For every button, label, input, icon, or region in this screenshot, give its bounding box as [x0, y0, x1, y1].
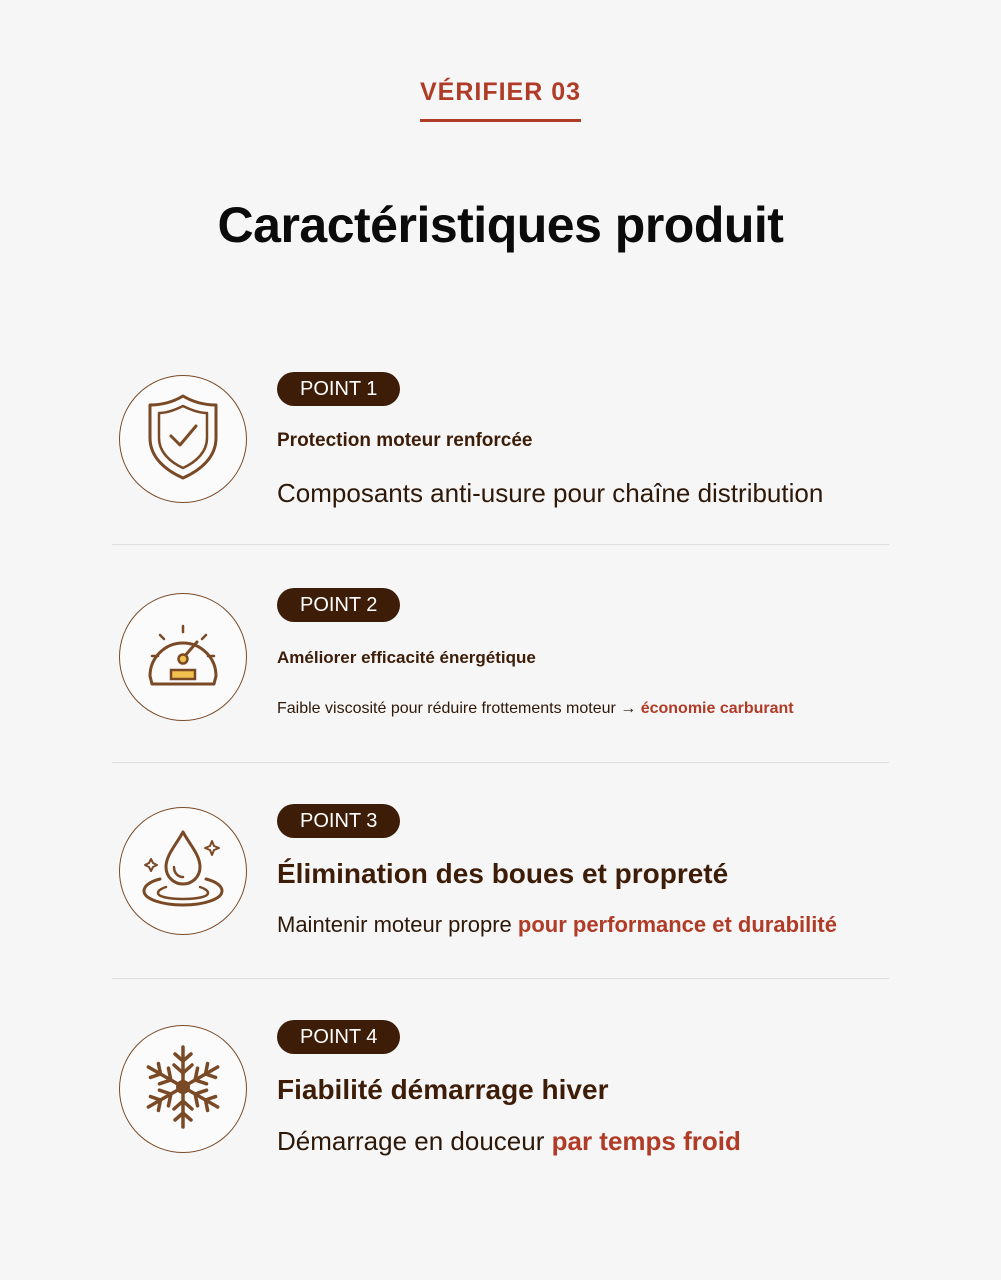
oil-drop-sparkle-icon	[140, 827, 226, 916]
description-highlight: par temps froid	[551, 1126, 741, 1156]
divider	[112, 978, 889, 979]
point-badge: POINT 1	[277, 372, 400, 406]
feature-description	[277, 700, 794, 718]
point-badge: POINT 4	[277, 1020, 400, 1054]
feature-description	[277, 912, 837, 938]
shield-check-icon	[145, 392, 221, 487]
snowflake-icon	[141, 1042, 225, 1137]
section-eyebrow	[0, 78, 1001, 122]
feature-item	[112, 588, 889, 748]
description-highlight: pour performance et durabilité	[517, 912, 837, 937]
feature-item	[112, 1020, 889, 1180]
description-text: Démarrage en douceur	[277, 1126, 552, 1156]
feature-title: Fiabilité démarrage hiver	[277, 1074, 609, 1105]
point-badge: POINT 3	[277, 804, 400, 838]
divider	[112, 762, 889, 763]
feature-description	[277, 1126, 741, 1157]
feature-title: Élimination des boues et propreté	[277, 858, 729, 889]
page-title: Caractéristiques produit	[217, 197, 784, 253]
feature-title: Améliorer efficacité énergétique	[277, 648, 536, 667]
feature-description	[277, 478, 823, 509]
description-text: Maintenir moteur propre	[277, 912, 518, 937]
icon-circle	[119, 375, 247, 503]
feature-item	[112, 372, 889, 532]
icon-circle	[119, 1025, 247, 1153]
eyebrow-label: VÉRIFIER 03	[420, 78, 581, 122]
icon-circle	[119, 807, 247, 935]
speedometer-icon	[142, 620, 224, 695]
description-text: Composants anti-usure pour chaîne distribution	[277, 478, 824, 508]
divider	[112, 544, 889, 545]
point-badge: POINT 2	[277, 588, 400, 622]
feature-title: Protection moteur renforcée	[277, 430, 533, 451]
feature-item	[112, 804, 889, 964]
icon-circle	[119, 593, 247, 721]
description-highlight: économie carburant	[640, 700, 794, 717]
description-text: Faible viscosité pour réduire frottements moteur →	[277, 700, 641, 717]
